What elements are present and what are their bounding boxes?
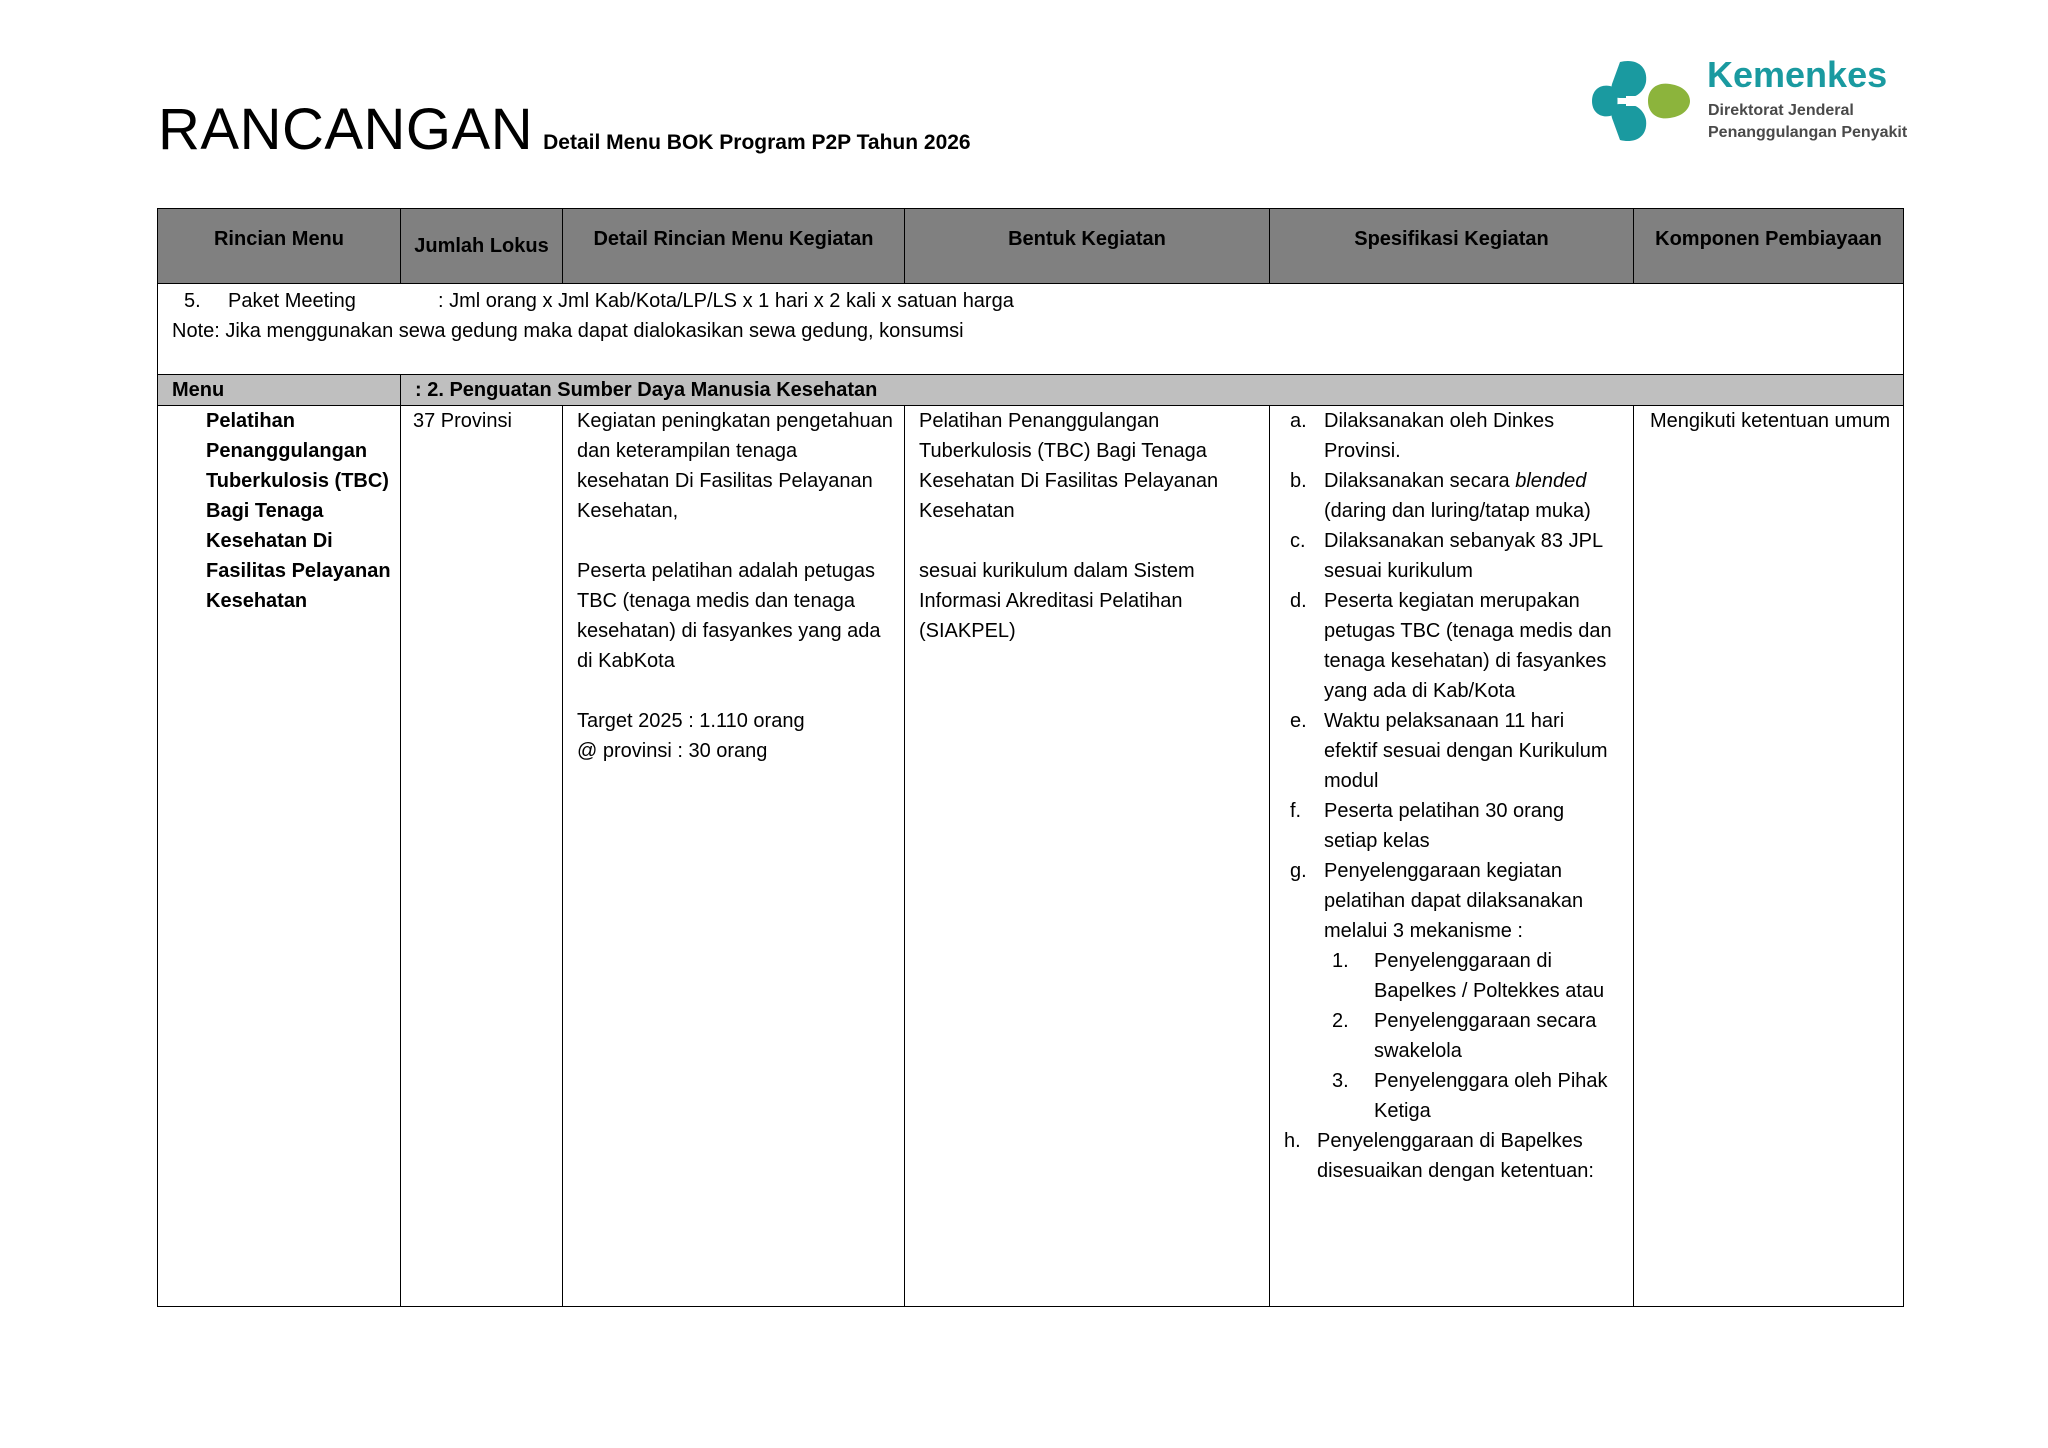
menu-detail-table	[157, 208, 1904, 1307]
header-jumlah-lokus: Jumlah Lokus	[401, 209, 563, 284]
header-bentuk-kegiatan: Bentuk Kegiatan	[905, 209, 1270, 284]
header-rincian-menu: Rincian Menu	[158, 209, 401, 284]
menu-row	[158, 375, 1904, 406]
logo-org-line-2: Penanggulangan Penyakit	[1708, 124, 1908, 141]
list-item: d. Peserta kegiatan merupakan petugas TBC (tenaga medis dan tenaga kesehatan) di fasyankes yang ada di Kab/Kota	[1290, 590, 1612, 702]
logo-brand-name: Kemenkes	[1707, 54, 1888, 95]
detail-target: Target 2025 : 1.110 orang	[577, 710, 805, 732]
header-komponen-pembiayaan: Komponen Pembiayaan	[1634, 209, 1904, 284]
table-header-row	[158, 209, 1904, 284]
kemenkes-logo	[1592, 56, 1952, 146]
list-item: e. Waktu pelaksanaan 11 hari efektif sesuai dengan Kurikulum modul	[1290, 710, 1608, 792]
list-item: b. Dilaksanakan secara blended (daring dan luring/tatap muka)	[1290, 470, 1591, 522]
spesifikasi-list	[1284, 406, 1621, 1186]
note-row	[158, 284, 1904, 375]
cell-bentuk-kegiatan	[905, 406, 1270, 1307]
paket-meeting-line	[172, 286, 1889, 316]
cell-detail-rincian	[563, 406, 905, 1307]
note-text: Note: Jika menggunakan sewa gedung maka dapat dialokasikan sewa gedung, konsumsi	[172, 320, 964, 342]
cell-spesifikasi-kegiatan	[1270, 406, 1634, 1307]
list-item: g. Penyelenggaraan kegiatan pelatihan dapat dilaksanakan melalui 3 mekanisme : 1. Penyelenggaraan di Bapelkes / Poltekkes atau 2. Penyelenggaraan secara swakelola 3. Penyelenggara oleh Pihak Ketiga	[1284, 856, 1621, 1126]
list-item: 1. Penyelenggaraan di Bapelkes / Poltekkes atau	[1332, 950, 1605, 1002]
paket-meeting-label: Paket Meeting	[228, 290, 356, 312]
header-spesifikasi-kegiatan: Spesifikasi Kegiatan	[1270, 209, 1634, 284]
paket-meeting-number: 5.	[184, 290, 201, 312]
detail-paragraph-2: Peserta pelatihan adalah petugas TBC (tenaga medis dan tenaga kesehatan) di fasyankes yang ada di KabKota	[577, 560, 881, 672]
document-title: RANCANGAN	[158, 97, 534, 162]
list-item: h. Penyelenggaraan di Bapelkes disesuaikan dengan ketentuan:	[1284, 1130, 1594, 1182]
bentuk-paragraph-2: sesuai kurikulum dalam Sistem Informasi Akreditasi Pelatihan (SIAKPEL)	[919, 560, 1195, 642]
cell-jumlah-lokus: 37 Provinsi	[401, 406, 563, 1307]
page-title	[158, 96, 971, 163]
note-cell	[158, 284, 1904, 375]
document-subtitle: Detail Menu BOK Program P2P Tahun 2026	[543, 131, 971, 154]
bentuk-paragraph-1: Pelatihan Penanggulangan Tuberkulosis (TBC) Bagi Tenaga Kesehatan Di Fasilitas Pelayanan Kesehatan	[919, 410, 1219, 522]
paket-meeting-formula: : Jml orang x Jml Kab/Kota/LP/LS x 1 hari x 2 kali x satuan harga	[438, 290, 1014, 312]
list-item: a. Dilaksanakan oleh Dinkes Provinsi.	[1290, 410, 1555, 462]
table-row	[158, 406, 1904, 1307]
list-item: f. Peserta pelatihan 30 orang setiap kelas	[1290, 800, 1565, 852]
mekanisme-list	[1324, 946, 1621, 1126]
logo-org-line-1: Direktorat Jenderal	[1708, 102, 1854, 119]
cell-rincian-menu: Pelatihan Penanggulangan Tuberkulosis (TBC) Bagi Tenaga Kesehatan Di Fasilitas Pelayanan Kesehatan	[158, 406, 401, 1307]
kemenkes-logo-icon	[1592, 56, 1692, 146]
list-item: 3. Penyelenggara oleh Pihak Ketiga	[1332, 1070, 1608, 1122]
detail-paragraph-1: Kegiatan peningkatan pengetahuan dan keterampilan tenaga kesehatan Di Fasilitas Pelayanan Kesehatan,	[577, 410, 893, 522]
menu-value: : 2. Penguatan Sumber Daya Manusia Kesehatan	[401, 375, 1904, 406]
list-item: c. Dilaksanakan sebanyak 83 JPL sesuai kurikulum	[1290, 530, 1603, 582]
menu-label: Menu	[158, 375, 401, 406]
header-detail-rincian: Detail Rincian Menu Kegiatan	[563, 209, 905, 284]
list-item: 2. Penyelenggaraan secara swakelola	[1332, 1010, 1597, 1062]
cell-komponen-pembiayaan: Mengikuti ketentuan umum	[1634, 406, 1904, 1307]
detail-per-provinsi: @ provinsi : 30 orang	[577, 740, 768, 762]
